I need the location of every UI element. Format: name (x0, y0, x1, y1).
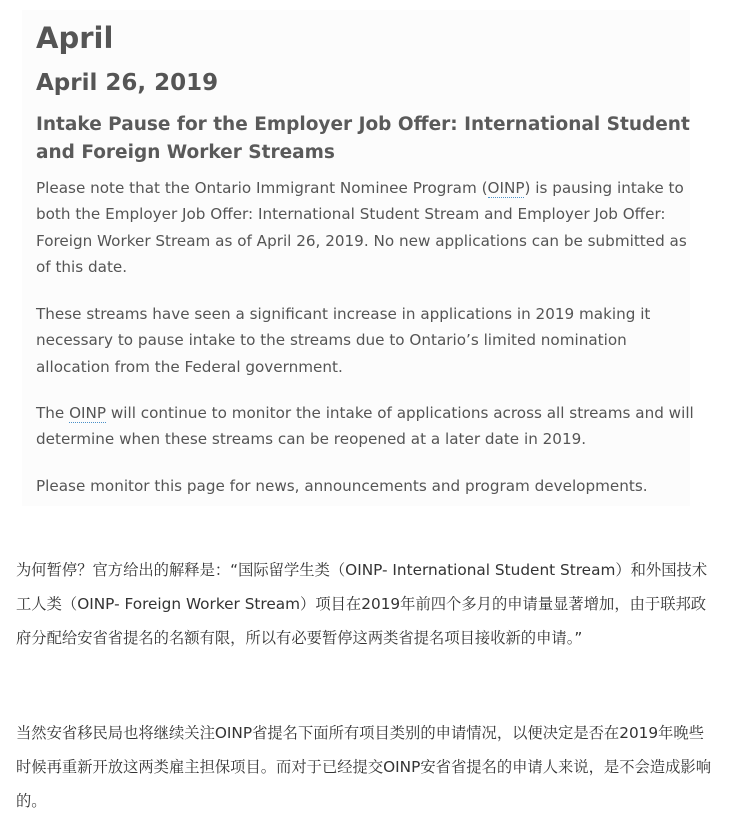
notice-paragraph-reason: These streams have seen a significant increase in applications in 2019 making it necessary to pause intake to the streams due to Ontario’s limited nomination allocation from the Federal government. (36, 305, 651, 376)
paragraph-text: Please note that the Ontario Immigrant Nominee Program ( (36, 179, 488, 197)
paragraph-text: will continue to monitor the intake of applications across all streams and will determine when these streams can be reopened at a later date in 2019. (36, 404, 694, 449)
article-paragraph-explanation: 为何暂停？官方给出的解释是：“国际留学生类（OINP- International Student Stream）和外国技术工人类（OINP- Foreign Worker Stream）项目在2019年前四个多月的申请量显著增加，由于联邦政府分配给安省省提名的名额有限，所以有必要暂停这两类省提名项目接收新的申请。” (16, 561, 708, 647)
notice-paragraph-intake-pause (36, 175, 696, 280)
oinp-abbreviation[interactable]: OINP (69, 404, 107, 422)
notice-title: Intake Pause for the Employer Job Offer: International Student and Foreign Worker Streams (36, 114, 690, 163)
month-heading: April (36, 21, 114, 55)
date-heading: April 26, 2019 (36, 70, 219, 96)
article-paragraph-impact: 当然安省移民局也将继续关注OINP省提名下面所有项目类别的申请情况，以便决定是否在2019年晚些时候再重新开放这两类雇主担保项目。而对于已经提交OINP安省省提名的申请人来说，是不会造成影响的。 (16, 724, 711, 810)
notice-paragraph-monitor (36, 400, 696, 453)
paragraph-text: The (36, 404, 70, 422)
paragraph-text: ) is pausing intake to both the Employer Job Offer: International Student Stream and Employer Job Offer: Foreign Worker Stream as of April 26, 2019. No new applications can be submitted as of this date. (36, 179, 687, 276)
oinp-abbreviation[interactable]: OINP (487, 179, 525, 197)
notice-paragraph-updates: Please monitor this page for news, announcements and program developments. (36, 477, 648, 495)
